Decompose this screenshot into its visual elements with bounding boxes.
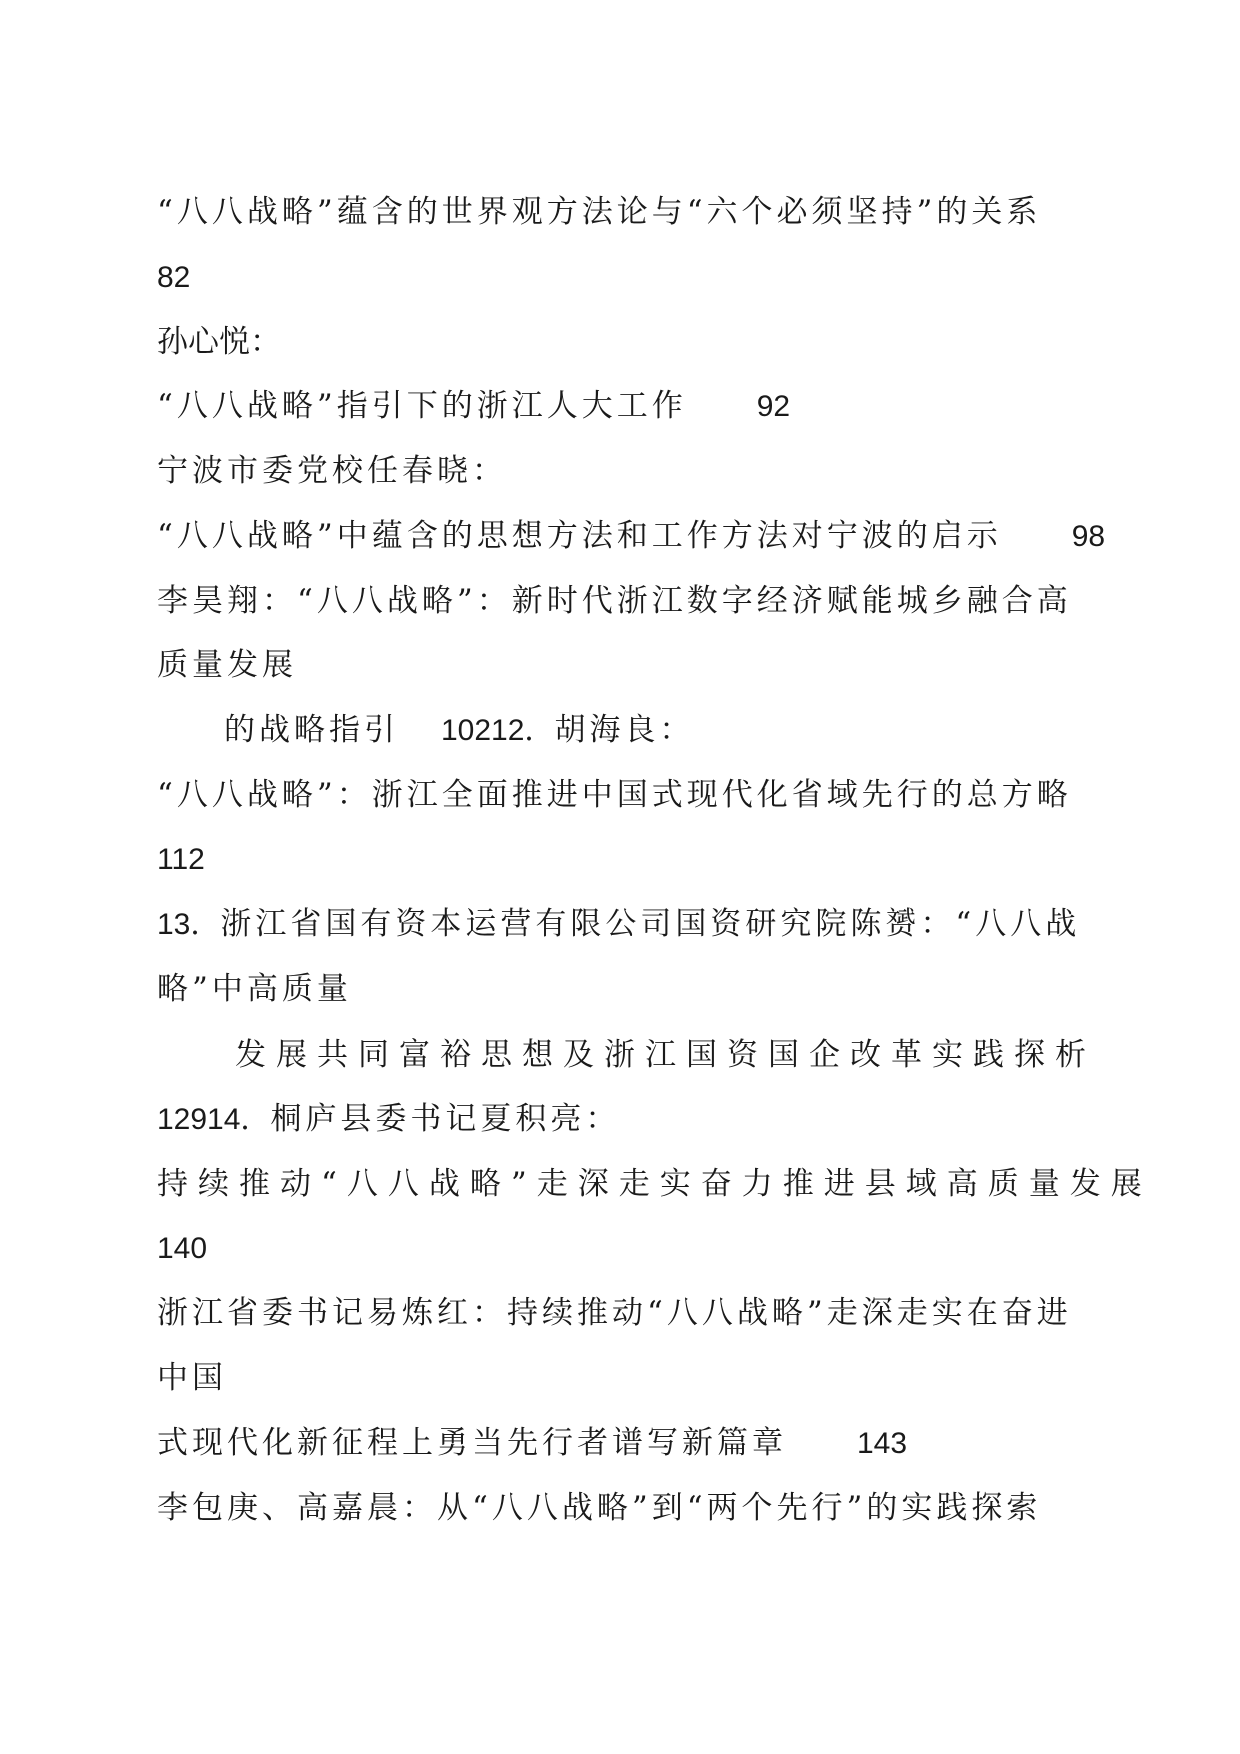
toc-author: 胡海良： — [554, 712, 695, 748]
toc-entry — [157, 386, 1077, 427]
toc-entry — [157, 904, 1081, 945]
toc-entry-title: 质量发展 — [157, 647, 297, 683]
toc-page-number: 12914． — [157, 1103, 271, 1136]
toc-entry-title: “八八战略”中蕴含的思想方法和工作方法对宁波的启示 — [157, 518, 1002, 554]
toc-item-number: 13． — [157, 908, 221, 941]
toc-page-number: 112 — [157, 843, 205, 876]
toc-entry-title: 李包庚、高嘉晨：从“八八战略”到“两个先行”的实践探索 — [157, 1490, 1042, 1526]
toc-page-number: 92 — [756, 390, 791, 423]
toc-author: 桐庐县委书记夏积亮： — [270, 1101, 621, 1137]
toc-page-number: 143 — [857, 1427, 908, 1460]
toc-page-number: 140 — [157, 1232, 208, 1265]
toc-entry-title: “八八战略”蕴含的世界观方法论与“六个必须坚持”的关系 — [157, 194, 1042, 230]
toc-entry-title: 的战略指引 — [224, 712, 399, 748]
toc-author: 孙心悦： — [157, 324, 281, 360]
toc-author: 浙江省国有资本运营有限公司国资研究院陈赟：“八八战 — [220, 906, 1081, 942]
toc-entry-title: 浙江省委书记易炼红：持续推动“八八战略”走深走实在奋进 — [157, 1295, 1072, 1331]
toc-entry — [157, 1423, 1077, 1464]
toc-entry-title: 发展共同富裕思想及浙江国资国企改革实践探析 — [235, 1037, 1096, 1073]
toc-page-number: 98 — [1071, 520, 1106, 553]
toc-page-number: 82 — [157, 261, 191, 294]
toc-entry — [157, 516, 1106, 557]
toc-entry-title: 式现代化新征程上勇当先行者谱写新篇章 — [157, 1425, 787, 1461]
toc-entry-title: 中国 — [157, 1360, 227, 1396]
toc-author: 宁波市委党校任春晓： — [157, 453, 507, 489]
toc-entry-title: 李昊翔：“八八战略”：新时代浙江数字经济赋能城乡融合高 — [157, 583, 1072, 619]
toc-entry — [157, 1099, 1077, 1140]
toc-entry-title: “八八战略”指引下的浙江人大工作 — [157, 388, 687, 424]
toc-entry-title: “八八战略”：浙江全面推进中国式现代化省域先行的总方略 — [157, 777, 1072, 813]
toc-page-number: 10212． — [441, 714, 555, 747]
toc-entry-title: 略”中高质量 — [157, 971, 352, 1007]
toc-entry — [224, 710, 1144, 751]
toc-entry-title: 持续推动“八八战略”走深走实奋力推进县域高质量发展 — [157, 1166, 1152, 1202]
